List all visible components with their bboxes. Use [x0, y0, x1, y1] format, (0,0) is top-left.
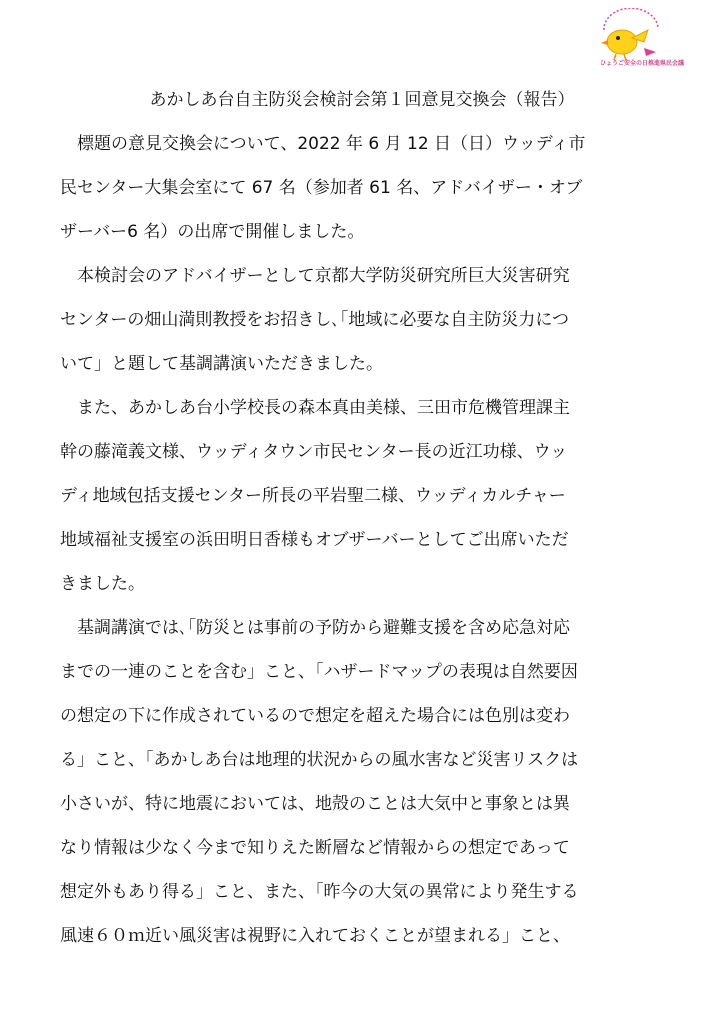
paragraph-line: ザーバー6 名）の出席で開催しました。	[60, 222, 365, 242]
paragraph-line: また、あかしあ台小学校長の森本真由美様、三田市危機管理課主	[77, 398, 570, 418]
paragraph-line: センターの畑山満則教授をお招きし､｢地域に必要な自主防災力につ	[60, 310, 569, 330]
paragraph-line: 風速６０ｍ近い風災害は視野に入れておくことが望まれる」こと、	[60, 926, 570, 946]
paragraph-line: ディ地域包括支援センター所長の平岩聖二様、ウッディカルチャー	[60, 486, 566, 506]
paragraph-line: 幹の藤滝義文様、ウッディタウン市民センター長の近江功様、ウッ	[60, 442, 568, 462]
paragraph-line: 本検討会のアドバイザーとして京都大学防災研究所巨大災害研究	[77, 266, 570, 286]
paragraph-line: きました。	[60, 574, 145, 594]
paragraph-line: までの一連のことを含む」こと、｢ハザードマップの表現は自然要因	[60, 662, 578, 682]
bird-mascot-icon	[586, 8, 668, 64]
paragraph-line: 小さいが、特に地震においては、地殻のことは大気中と事象とは異	[60, 794, 570, 814]
paragraph-line: なり情報は少なく今まで知りえた断層など情報からの想定であって	[60, 838, 570, 858]
paragraph-line: 想定外もあり得る」こと、また、｢昨今の大気の異常により発生する	[60, 882, 579, 902]
paragraph-line: 標題の意見交換会について、2022 年 6 月 12 日（日）ウッディ市	[77, 134, 586, 154]
document-title: あかしあ台自主防災会検討会第１回意見交換会（報告）	[149, 90, 575, 110]
paragraph-line: 地域福祉支援室の浜田明日香様もオブザーバーとしてご出席いただ	[60, 530, 569, 550]
paragraph-line: いて」と題して基調講演いただきました。	[60, 354, 383, 374]
paragraph-line: の想定の下に作成されているので想定を超えた場合には色別は変わ	[60, 706, 570, 726]
paragraph-line: 基調講演では､｢防災とは事前の予防から避難支援を含め応急対応	[77, 618, 570, 638]
paragraph-line: る」こと、｢あかしあ台は地理的状況からの風水害など災害リスクは	[60, 750, 579, 770]
logo	[586, 8, 668, 64]
logo-caption: ひょうご安全の日推進県民会議	[600, 60, 685, 67]
paragraph-line: 民センター大集会室にて 67 名（参加者 61 名、アドバイザー・オブ	[60, 178, 583, 198]
